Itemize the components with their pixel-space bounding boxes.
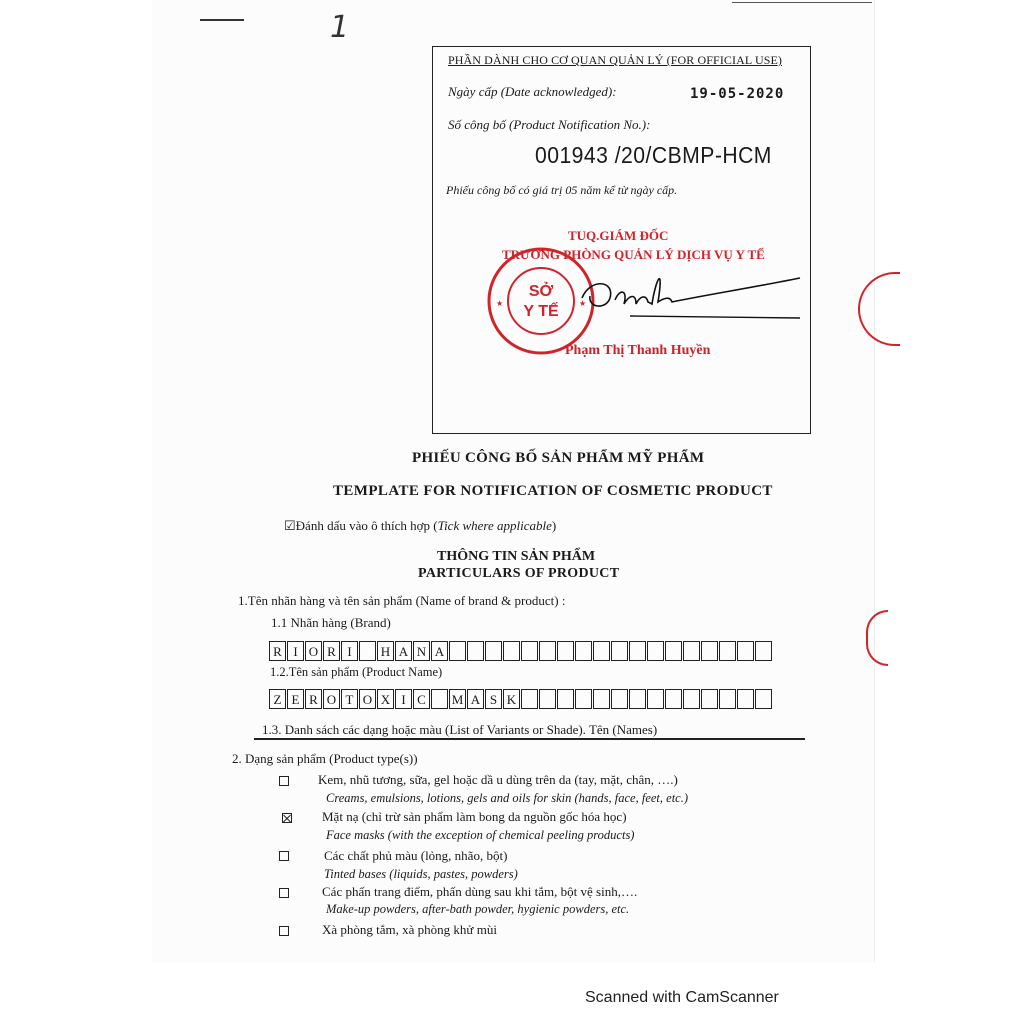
checkbox-makeup-powders[interactable] [279,888,289,898]
checkbox-creams[interactable] [279,776,289,786]
svg-text:Y TẾ: Y TẾ [523,303,559,320]
brand-cell: R [323,641,340,661]
product-cell [539,689,556,709]
brand-cell [629,641,646,661]
product-cell [575,689,592,709]
field-1-1-label: 1.1 Nhãn hàng (Brand) [271,615,391,630]
product-cell: X [377,689,394,709]
product-cell [431,689,448,709]
signer-title-1: TUQ.GIÁM ĐỐC [568,228,669,243]
brand-cell [467,641,484,661]
product-cell: O [359,689,376,709]
section-title-vi: THÔNG TIN SẢN PHẨM [437,549,596,564]
product-cell [647,689,664,709]
brand-cell: R [269,641,286,661]
product-cell: Z [269,689,286,709]
checkbox-face-masks[interactable] [282,813,292,823]
option-powders-en: Make-up powders, after-bath powder, hygienic powders, etc. [326,902,630,916]
brand-cell [611,641,628,661]
option-creams-en: Creams, emulsions, lotions, gels and oils for skin (hands, face, feet, etc.) [326,791,688,805]
option-powders-vi: Các phấn trang điểm, phấn dùng sau khi tắm, bột vệ sinh,…. [322,884,638,899]
brand-cell [521,641,538,661]
option-masks-vi: Mặt nạ (chỉ trừ sản phẩm làm bong da nguồn gốc hóa học) [322,809,627,824]
field-1-3-label: 1.3. Danh sách các dạng hoặc màu (List of Variants or Shade). Tên (Names) [262,722,658,737]
top-dash [200,19,244,21]
product-cell: K [503,689,520,709]
tick-instruction-close: ) [551,518,557,533]
camscanner-watermark: Scanned with CamScanner [585,989,779,1006]
brand-cell: I [287,641,304,661]
checkbox-tinted-bases[interactable] [279,851,289,861]
svg-text:★: ★ [496,299,504,308]
divider [254,738,805,740]
product-cell [611,689,628,709]
option-tinted-en: Tinted bases (liquids, pastes, powders) [324,867,518,881]
svg-text:★: ★ [579,299,587,308]
tick-instruction-en: Tick where applicable [437,518,552,533]
brand-cell [575,641,592,661]
product-cell [719,689,736,709]
product-cell: I [395,689,412,709]
product-cell: R [305,689,322,709]
product-cell: E [287,689,304,709]
product-cell: A [467,689,484,709]
brand-cell [593,641,610,661]
notification-number-stamp: 001943 /20/CBMP-HCM [535,142,772,168]
brand-cell: H [377,641,394,661]
product-type-heading: 2. Dạng sản phẩm (Product type(s)) [232,751,418,766]
option-creams-vi: Kem, nhũ tương, sữa, gel hoặc dầ u dùng trên da (tay, mặt, chân, ….) [318,772,678,787]
svg-text:SỞ: SỞ [528,283,554,300]
brand-cell: O [305,641,322,661]
brand-cell [503,641,520,661]
title-vietnamese: PHIẾU CÔNG BỐ SẢN PHẨM MỸ PHẨM [412,450,705,466]
brand-cell: A [431,641,448,661]
product-cell [665,689,682,709]
brand-cell [755,641,772,661]
brand-cell [557,641,574,661]
brand-cell [449,641,466,661]
brand-cell [701,641,718,661]
brand-cell [485,641,502,661]
product-cell [557,689,574,709]
field-1-2-label: 1.2.Tên sản phẩm (Product Name) [270,665,443,679]
brand-cell [359,641,376,661]
official-header: PHẦN DÀNH CHO CƠ QUAN QUẢN LÝ (FOR OFFICIAL USE) [448,53,783,67]
brand-cell [647,641,664,661]
checkbox-soaps[interactable] [279,926,289,936]
option-tinted-vi: Các chất phủ màu (lỏng, nhão, bột) [324,848,508,863]
title-english: TEMPLATE FOR NOTIFICATION OF COSMETIC PRODUCT [333,483,773,499]
product-cell: O [323,689,340,709]
page-number: 1 [330,10,350,45]
signature-icon [560,258,805,333]
signer-name: Phạm Thị Thanh Huyền [565,343,711,358]
option-soaps-vi: Xà phòng tắm, xà phòng khử mùi [322,922,497,937]
notification-number-label: Số công bố (Product Notification No.): [448,117,651,132]
tick-instruction-vi: ☑Đánh dấu vào ô thích hợp ( [284,518,438,533]
section-title-en: PARTICULARS OF PRODUCT [418,566,620,581]
brand-cell [665,641,682,661]
product-cell: S [485,689,502,709]
product-box-row [269,689,773,709]
date-label: Ngày cấp (Date acknowledged): [448,84,617,99]
product-cell: M [449,689,466,709]
product-cell [521,689,538,709]
signer-title-2: TRƯỞNG PHÒNG QUẢN LÝ DỊCH VỤ Y TẾ [502,247,765,262]
product-cell [737,689,754,709]
brand-cell [539,641,556,661]
product-cell [683,689,700,709]
product-cell [629,689,646,709]
brand-cell: N [413,641,430,661]
option-masks-en: Face masks (with the exception of chemical peeling products) [326,828,635,842]
product-cell: C [413,689,430,709]
brand-cell [683,641,700,661]
brand-box-row [269,641,773,661]
brand-cell: A [395,641,412,661]
product-cell [755,689,772,709]
product-cell: T [341,689,358,709]
date-stamp: 19-05-2020 [690,86,785,102]
validity-note: Phiếu công bố có giá trị 05 năm kể từ ngày cấp. [446,183,678,197]
brand-cell: I [341,641,358,661]
brand-cell [737,641,754,661]
tick-instruction [284,518,556,534]
top-edge-line [732,2,872,3]
product-cell [701,689,718,709]
brand-cell [719,641,736,661]
product-cell [593,689,610,709]
field-1-label: 1.Tên nhãn hàng và tên sản phẩm (Name of brand & product) : [238,593,566,608]
